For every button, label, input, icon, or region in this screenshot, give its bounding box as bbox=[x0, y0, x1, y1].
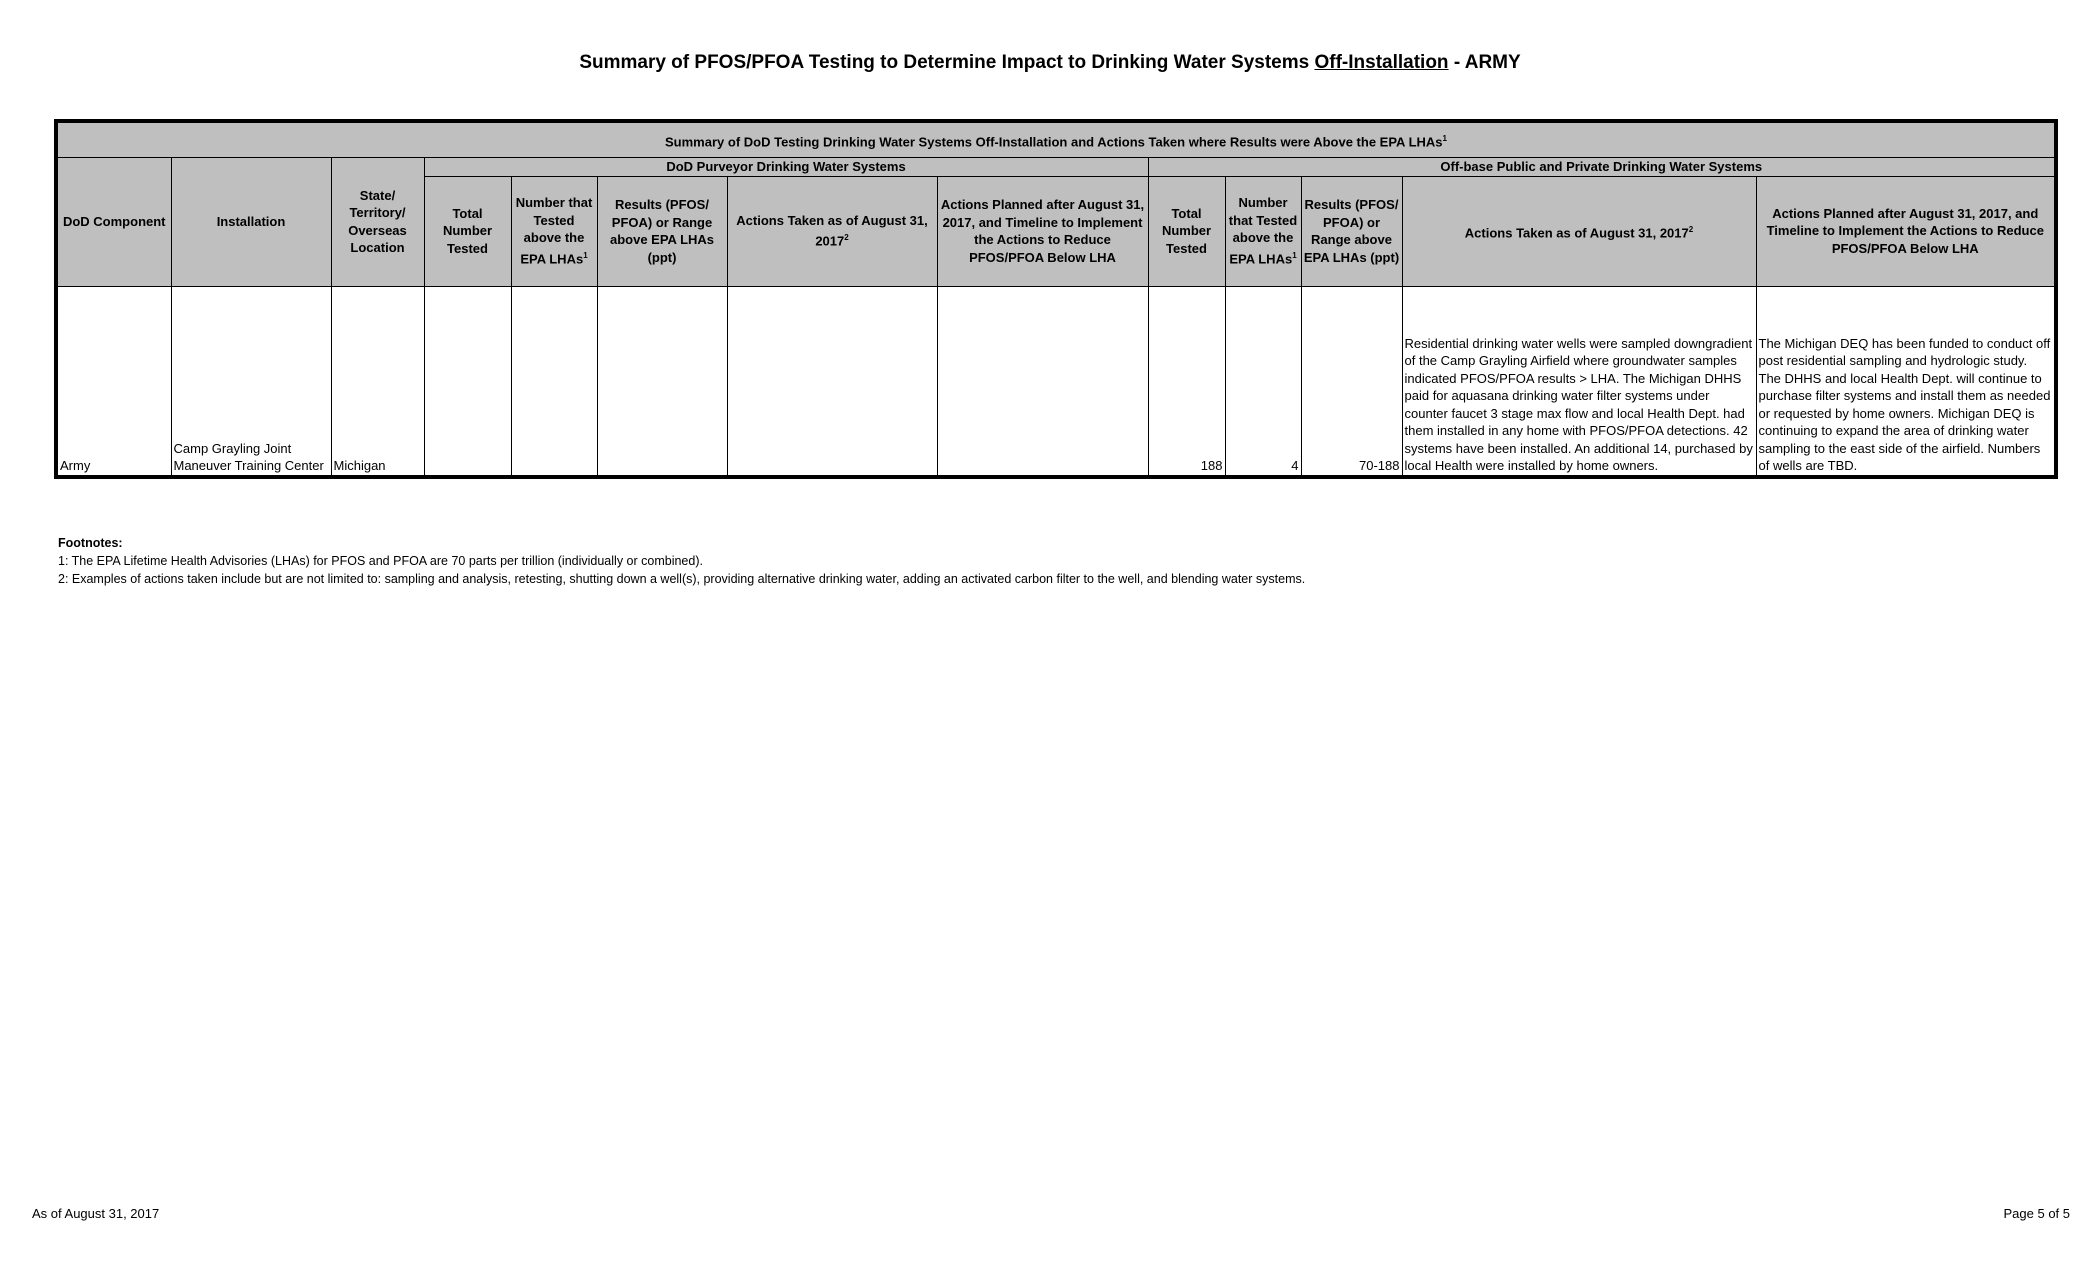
group-offbase: Off-base Public and Private Drinking Water Systems bbox=[1148, 158, 2056, 177]
header-dod-actions: Actions Taken as of August 31, 2017$^2$ bbox=[727, 176, 937, 286]
cell-dod-above bbox=[511, 286, 597, 477]
cell-component: Army bbox=[56, 286, 171, 477]
cell-off-actions: Residential drinking water wells were sampled downgradient of the Camp Grayling Airfield where groundwater samples indicated PFOS/PFOA results > LHA. The Michigan DHHS paid for aquasana drinking water filter systems under counter faucet 3 stage max flow and local Health Dept. had them installed in any home with PFOS/PFOA detections. 42 systems have been installed. An additional 14, purchased by local Health were installed by home owners. bbox=[1402, 286, 1756, 477]
footnotes-heading: Footnotes: bbox=[58, 536, 123, 550]
cell-off-total: 188 bbox=[1148, 286, 1225, 477]
page-number: Page 5 of 5 bbox=[2003, 1206, 2070, 1221]
footnote-1: 1: The EPA Lifetime Health Advisories (LHAs) for PFOS and PFOA are 70 parts per trillion (individually or combined). bbox=[58, 554, 703, 568]
header-off-actions: Actions Taken as of August 31, 2017$^2$ bbox=[1402, 176, 1756, 286]
table-banner: Summary of DoD Testing Drinking Water Systems Off-Installation and Actions Taken where Results were Above the EPA LHAs$^1$ bbox=[56, 121, 2056, 158]
header-location: State/ Territory/ Overseas Location bbox=[331, 158, 424, 287]
title-underlined: Off-Installation bbox=[1314, 52, 1449, 73]
header-dod-above: Number that Tested above the EPA LHAs$^1$ bbox=[511, 176, 597, 286]
group-header-row bbox=[56, 158, 2056, 177]
cell-off-above: 4 bbox=[1225, 286, 1301, 477]
cell-dod-planned bbox=[937, 286, 1148, 477]
header-dod-planned: Actions Planned after August 31, 2017, and Timeline to Implement the Actions to Reduce PFOS/PFOA Below LHA bbox=[937, 176, 1148, 286]
footnotes bbox=[58, 534, 1305, 588]
header-off-total: Total Number Tested bbox=[1148, 176, 1225, 286]
cell-installation: Camp Grayling Joint Maneuver Training Center bbox=[171, 286, 331, 477]
as-of-date: As of August 31, 2017 bbox=[32, 1206, 160, 1221]
cell-dod-actions bbox=[727, 286, 937, 477]
cell-dod-results bbox=[597, 286, 727, 477]
header-installation: Installation bbox=[171, 158, 331, 287]
header-off-above: Number that Tested above the EPA LHAs$^1$ bbox=[1225, 176, 1301, 286]
testing-summary-table bbox=[54, 119, 2058, 479]
title-prefix: Summary of PFOS/PFOA Testing to Determine Impact to Drinking Water Systems bbox=[579, 52, 1310, 73]
header-dod-results: Results (PFOS/ PFOA) or Range above EPA LHAs (ppt) bbox=[597, 176, 727, 286]
header-component: DoD Component bbox=[56, 158, 171, 287]
banner-footnote-ref: 1 bbox=[1442, 133, 1447, 143]
group-dod-purveyor: DoD Purveyor Drinking Water Systems bbox=[424, 158, 1148, 177]
header-off-planned: Actions Planned after August 31, 2017, and Timeline to Implement the Actions to Reduce PFOS/PFOA Below LHA bbox=[1756, 176, 2056, 286]
page-title bbox=[0, 52, 2100, 74]
title-suffix: - ARMY bbox=[1453, 52, 1521, 73]
cell-off-results: 70-188 bbox=[1301, 286, 1402, 477]
table-banner-row bbox=[56, 121, 2056, 158]
cell-location: Michigan bbox=[331, 286, 424, 477]
header-dod-total: Total Number Tested bbox=[424, 176, 511, 286]
cell-dod-total bbox=[424, 286, 511, 477]
header-off-results: Results (PFOS/ PFOA) or Range above EPA LHAs (ppt) bbox=[1301, 176, 1402, 286]
table-row bbox=[56, 286, 2056, 477]
cell-off-planned: The Michigan DEQ has been funded to conduct off post residential sampling and hydrologic study. The DHHS and local Health Dept. will continue to purchase filter systems and install them as needed or requested by home owners. Michigan DEQ is continuing to expand the area of drinking water sampling to the east side of the airfield. Numbers of wells are TBD. bbox=[1756, 286, 2056, 477]
footnote-2: 2: Examples of actions taken include but are not limited to: sampling and analysis, retesting, shutting down a well(s), providing alternative drinking water, adding an activated carbon filter to the well, and blending water systems. bbox=[58, 572, 1306, 586]
